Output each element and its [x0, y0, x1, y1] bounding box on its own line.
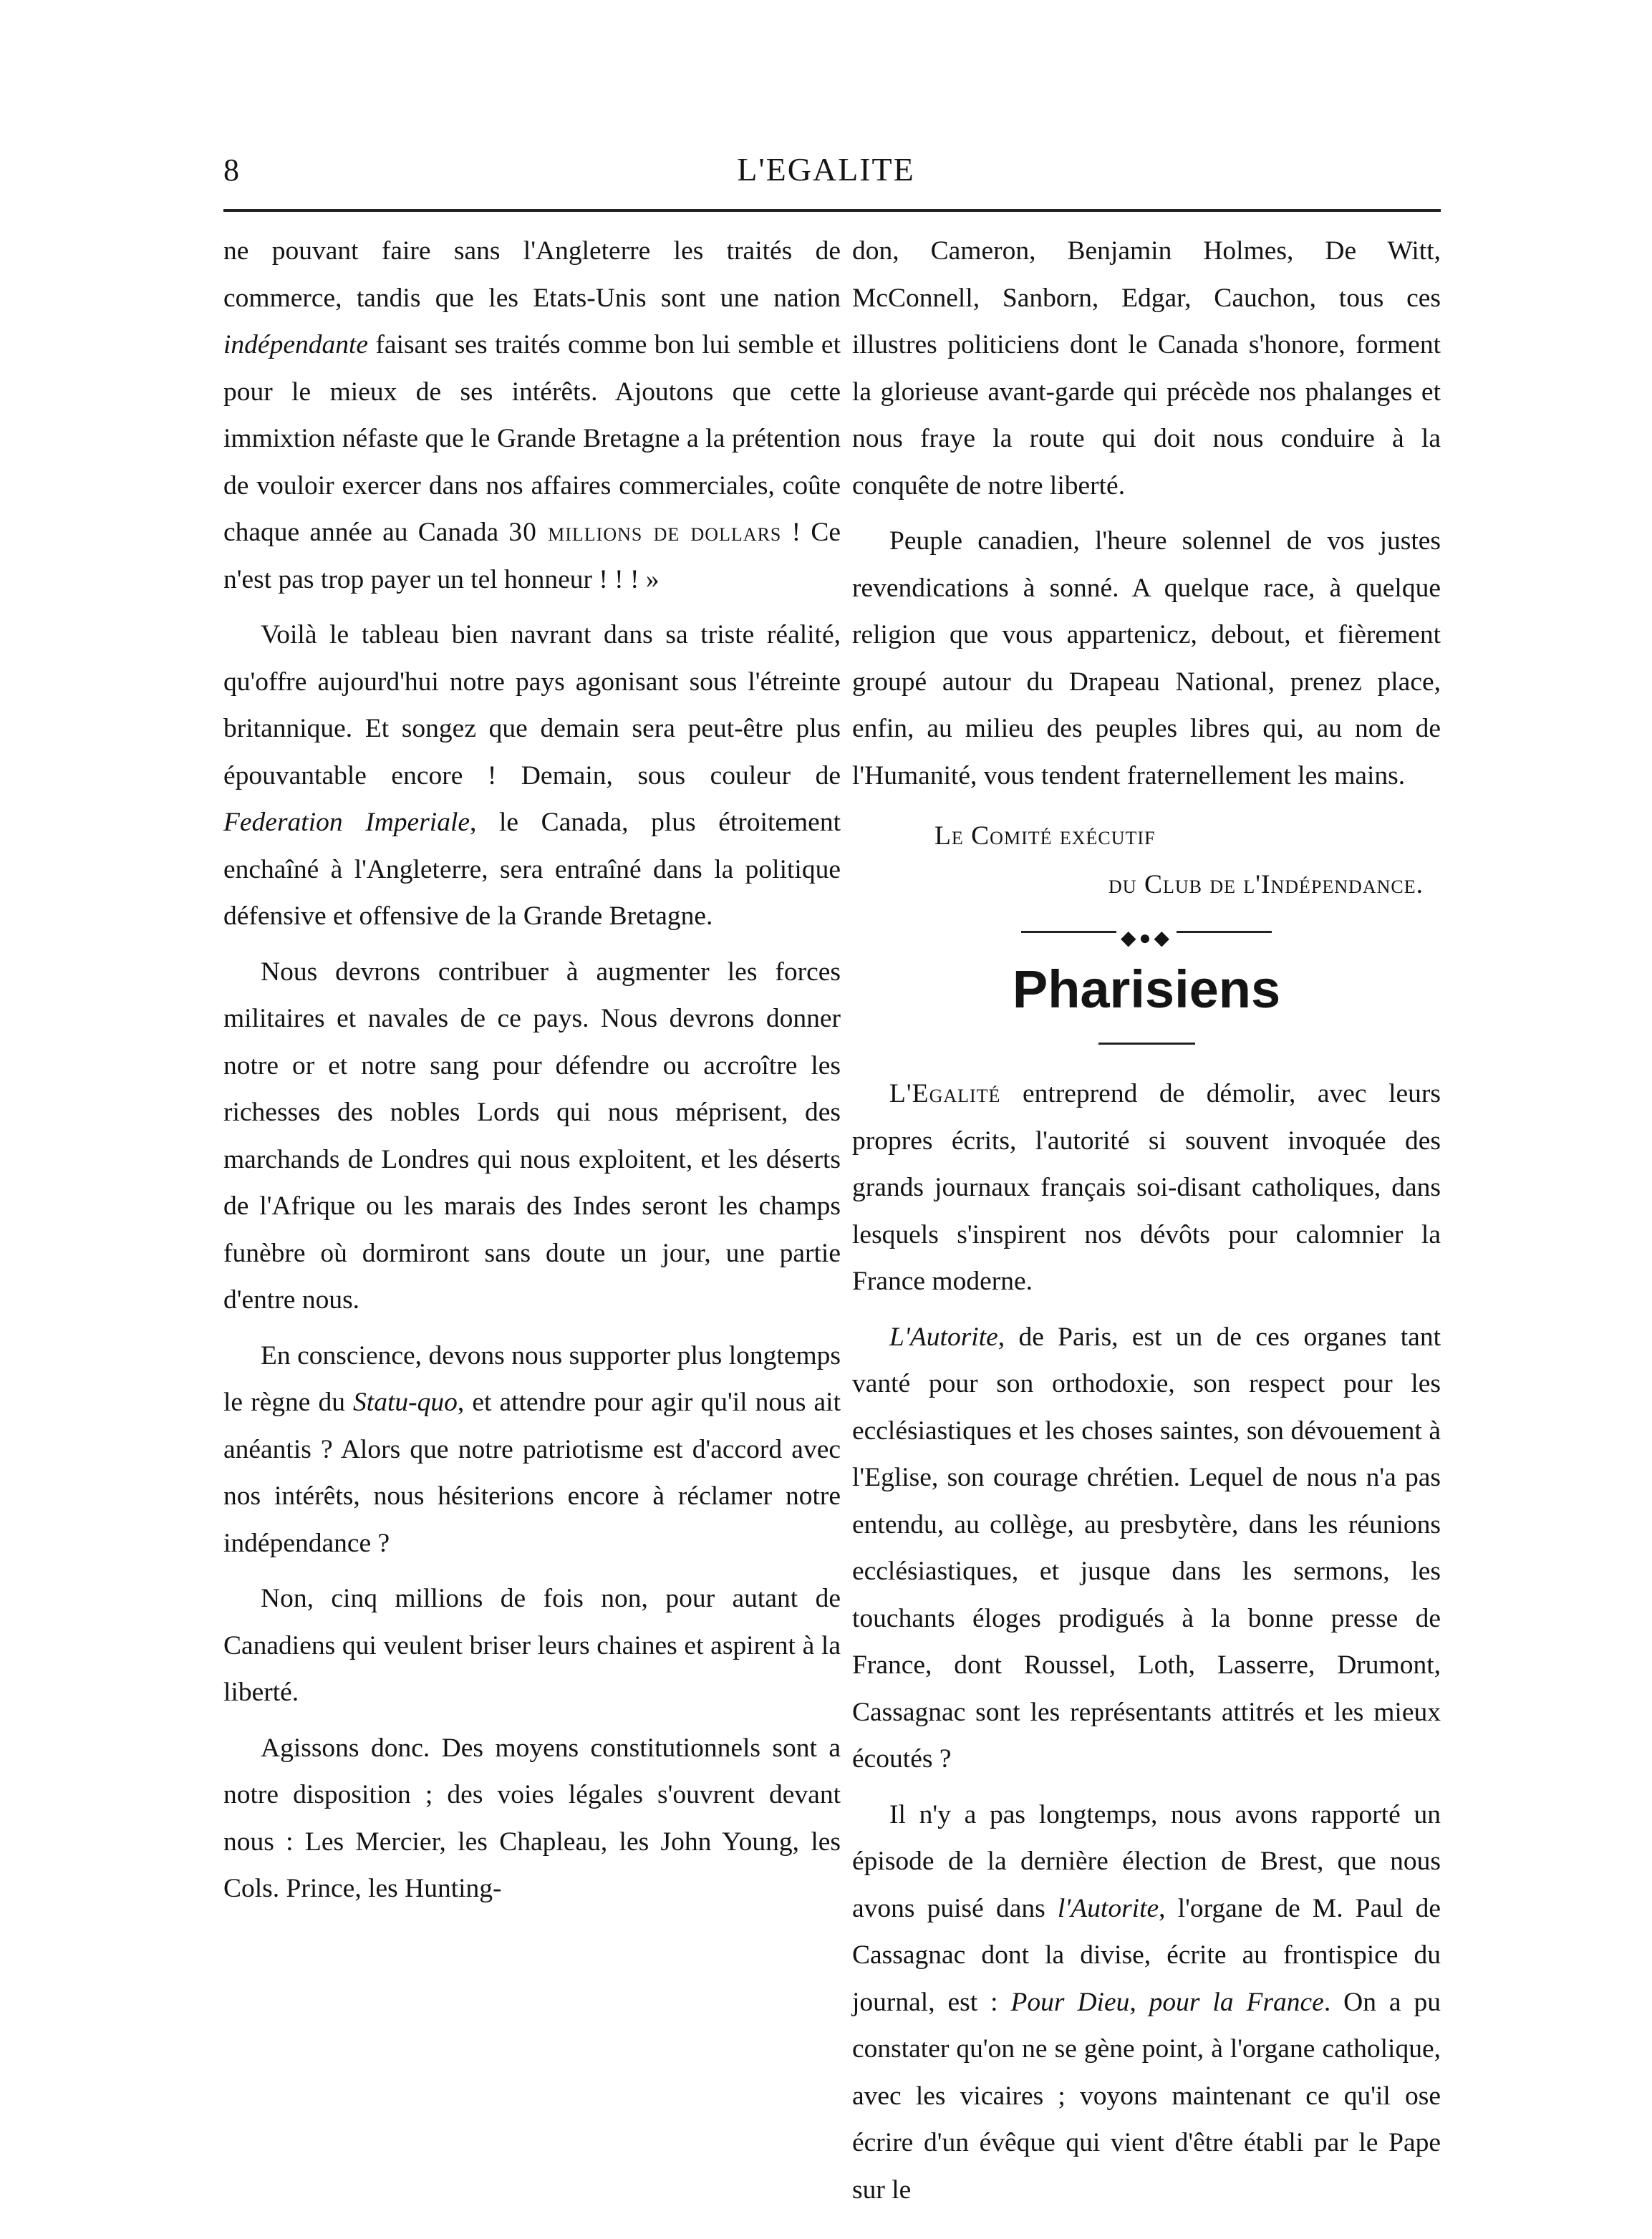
- right-column: [852, 228, 1441, 2222]
- paragraph: don, Cameron, Benjamin Holmes, De Witt, McConnell, Sanborn, Edgar, Cauchon, tous ces illustres politiciens dont le Canada s'honore, forment la glorieuse avant-garde qui précède nos phalanges et nous fraye la route qui doit nous conduire à la conquête de notre liberté.: [852, 236, 1441, 500]
- text-run: faisant ses traités comme bon lui semble et pour le mieux de ses intérêts. Ajoutons que cette immixtion néfaste que le Grande Bretagne a la prétention de vouloir exercer dans nos affaires commerciales, coûte chaque année au Canada: [223, 330, 841, 547]
- paragraph: Agissons donc. Des moyens constitutionnels sont a notre disposition ; des voies légales s'ouvrent devant nous : Les Mercier, les Chapleau, les John Young, les Cols. Prince, les Hunting-: [223, 1733, 841, 1903]
- paragraph: [852, 1314, 1441, 1783]
- divider-ornament-glyph: ◆●◆: [1116, 927, 1177, 949]
- signature-line: du Club de l'Indépendance.: [1108, 870, 1424, 899]
- text-run: ne pouvant faire sans l'Angleterre les traités de commerce, tandis que les Etats-Unis sont une nation: [223, 236, 841, 313]
- page-number: 8: [223, 153, 239, 188]
- italic-run: Pour Dieu, pour la France: [1010, 1987, 1324, 2017]
- paragraph: [852, 1070, 1441, 1305]
- text-run: ! Ce n'est pas trop payer un tel honneur ! ! ! »: [223, 518, 841, 594]
- italic-run: l'Autorite: [1057, 1893, 1159, 1923]
- paragraph: Peuple canadien, l'heure solennel de vos justes revendications à sonné. A quelque race, à quelque religion que vous appartenicz, debout, et fièrement groupé autour du Drapeau National, prenez place, enfin, au milieu des peuples libres qui, au nom de l'Humanité, vous tendent fraternellement les mains.: [852, 526, 1441, 790]
- ornamental-divider: [1021, 918, 1272, 947]
- signature-line: Le Comité exécutif: [934, 821, 1156, 851]
- italic-run: indépendante: [223, 330, 369, 359]
- paragraph: Non, cinq millions de fois non, pour autant de Canadiens qui veulent briser leurs chaines et aspirent à la liberté.: [223, 1584, 841, 1707]
- text-run: En conscience, devons nous supporter plus longtemps le règne du: [223, 1340, 841, 1417]
- italic-run: Federation Imperiale: [223, 808, 470, 837]
- small-caps-run: 30 millions de dollars: [508, 518, 782, 547]
- title-rule: [1098, 1043, 1195, 1045]
- article-title: Pharisiens: [1012, 959, 1281, 1019]
- left-column: [223, 228, 841, 1921]
- divider-ornament-icon: [1021, 915, 1272, 962]
- paragraph: [223, 1333, 841, 1567]
- italic-run: L'Autorite: [889, 1322, 998, 1352]
- running-head-title: L'EGALITE: [737, 151, 915, 188]
- text-run: Voilà le tableau bien navrant dans sa triste réalité, qu'offre aujourd'hui notre pays agonisant sous l'étreinte britannique. Et songez que demain sera peut-être plus épouvantable encore ! Demain, sous couleur de: [223, 620, 841, 790]
- italic-run: Statu-quo: [353, 1388, 458, 1417]
- header-rule: [223, 209, 1441, 212]
- paragraph: [852, 1791, 1441, 2214]
- small-caps-run: L'Egalité: [889, 1079, 1001, 1108]
- paragraph: Nous devrons contribuer à augmenter les forces militaires et navales de ce pays. Nous devrons donner notre or et notre sang pour défendre ou accroître les richesses des nobles Lords qui nous méprisent, des marchands de Londres qui nous exploitent, et les déserts de l'Afrique ou les marais des Indes seront les champs funèbre où dormiront sans doute un jour, une partie d'entre nous.: [223, 957, 841, 1315]
- paragraph: [223, 228, 841, 603]
- text-run: entreprend de démolir, avec leurs propres écrits, l'autorité si souvent invoquée des grands journaux français soi-disant catholiques, dans lesquels s'inspirent nos dévôts pour calomnier la France moderne.: [852, 1079, 1441, 1296]
- text-run: . On a pu constater qu'on ne se gène point, à l'organe catholique, avec les vicaires ; voyons maintenant ce qu'il ose écrire d'un évêque qui vient d'être établi par le Pape sur le: [852, 1987, 1441, 2205]
- text-run: Il n'y a pas longtemps, nous avons rapporté un épisode de la dernière élection de Brest, que nous avons puisé dans: [852, 1799, 1441, 1923]
- text-run: , l'organe de M. Paul de Cassagnac dont la divise, écrite au frontispice du journal, est :: [852, 1893, 1441, 2017]
- text-run: , et attendre pour agir qu'il nous ait anéantis ? Alors que notre patriotisme est d'accord avec nos intérêts, nous hésiterions encore à réclamer notre indépendance ?: [223, 1388, 841, 1558]
- paragraph: [223, 611, 841, 940]
- signature-block: [852, 812, 1441, 909]
- text-run: , de Paris, est un de ces organes tant vanté pour son orthodoxie, son respect pour les ecclésiastiques et les choses saintes, son dévouement à l'Eglise, son courage chrétien. Lequel de nous n'a pas entendu, au collège, au presbytère, dans les réunions ecclésiastiques, et jusque dans les sermons, les touchants éloges prodigués à la bonne presse de France, dont Roussel, Loth, Lasserre, Drumont, Cassagnac sont les représentants attitrés et les mieux écoutés ?: [852, 1322, 1441, 1774]
- text-run: , le Canada, plus étroitement enchaîné à l'Angleterre, sera entraîné dans la politique défensive et offensive de la Grande Bretagne.: [223, 808, 841, 931]
